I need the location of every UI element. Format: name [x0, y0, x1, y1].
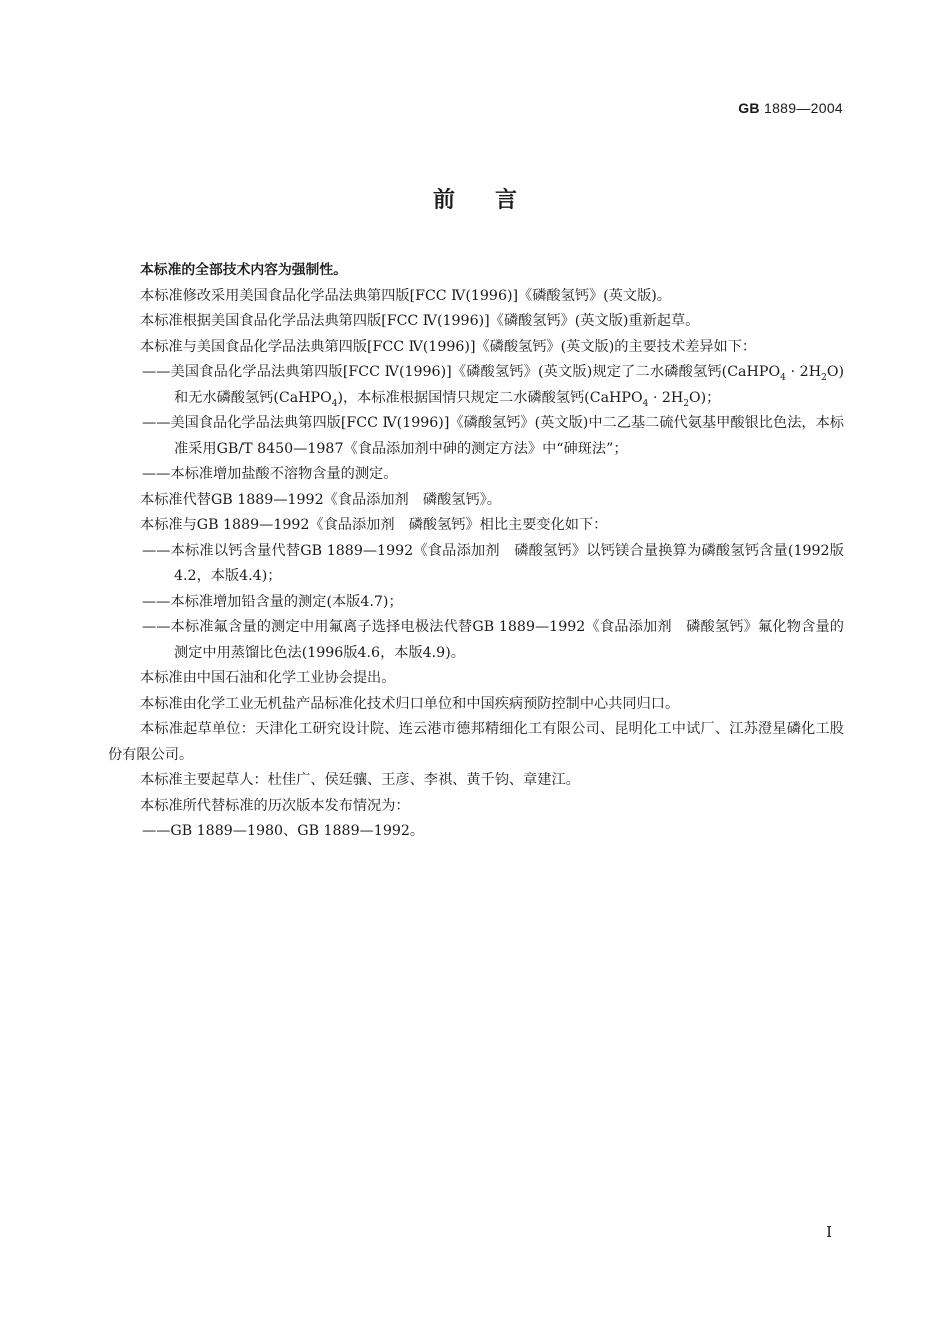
list-item: ——美国食品化学品法典第四版[FCC Ⅳ(1996)]《磷酸氢钙》(英文版)规定了二水磷酸氢钙(CaHPO$_4$ · $2H_2O$)和无水磷酸氢钙(CaHPO$_4$)，本标准根据国情只规定二水磷酸氢钙(CaHPO$_4$ · $2H_2O$)； — [142, 364, 844, 409]
standard-code — [738, 100, 843, 116]
paragraph-drafters: 本标准主要起草人：杜佳广、侯廷骧、王彦、李祺、黄千钧、章建江。 — [140, 772, 580, 788]
paragraph-adoption: 本标准修改采用美国食品化学品法典第四版[FCC Ⅳ(1996)]《磷酸氢钙》(英文版)。 — [140, 287, 671, 304]
paragraph-history: 本标准所代替标准的历次版本发布情况为： — [140, 797, 410, 814]
list-item: ——美国食品化学品法典第四版[FCC Ⅳ(1996)]《磷酸氢钙》(英文版)中二乙基二硫代氨基甲酸银比色法，本标准采用GB/T 8450—1987《食品添加剂中砷的测定方法》中“砷斑法”； — [142, 415, 844, 457]
paragraph-redraft: 本标准根据美国食品化学品法典第四版[FCC Ⅳ(1996)]《磷酸氢钙》(英文版)重新起草。 — [140, 313, 700, 329]
paragraph-replaces: 本标准代替GB 1889—1992《食品添加剂 磷酸氢钙》。 — [140, 491, 501, 508]
list-item: ——GB 1889—1980、GB 1889—1992。 — [142, 823, 425, 839]
paragraph-centralized: 本标准由化学工业无机盐产品标准化技术归口单位和中国疾病预防控制中心共同归口。 — [140, 695, 680, 712]
standard-prefix: GB — [738, 100, 760, 116]
standard-number: 1889—2004 — [764, 100, 843, 116]
page-title: 前言 — [432, 188, 557, 213]
list-item: ——本标准增加盐酸不溶物含量的测定。 — [142, 466, 398, 482]
list-item: ——本标准增加铅含量的测定(本版4.7)； — [142, 593, 403, 610]
paragraph-drafting-units: 本标准起草单位：天津化工研究设计院、连云港市德邦精细化工有限公司、昆明化工中试厂、江苏澄星磷化工股份有限公司。 — [108, 721, 844, 763]
page-number: I — [826, 1223, 832, 1241]
paragraph-proposer: 本标准由中国石油和化学工业协会提出。 — [140, 670, 396, 686]
list-item: ——本标准氟含量的测定中用氟离子选择电极法代替GB 1889—1992《食品添加剂 磷酸氢钙》氟化物含量的测定中用蒸馏比色法(1996版4.6，本版4.9)。 — [142, 619, 844, 661]
preface-body — [108, 258, 844, 845]
paragraph-differences: 本标准与美国食品化学品法典第四版[FCC Ⅳ(1996)]《磷酸氢钙》(英文版)的主要技术差异如下： — [140, 338, 757, 355]
paragraph-changes: 本标准与GB 1889—1992《食品添加剂 磷酸氢钙》相比主要变化如下： — [140, 517, 608, 533]
paragraph-mandatory: 本标准的全部技术内容为强制性。 — [140, 262, 347, 278]
list-item: ——本标准以钙含量代替GB 1889—1992《食品添加剂 磷酸氢钙》以钙镁合量换算为磷酸氢钙含量(1992版4.2，本版4.4)； — [142, 542, 844, 584]
